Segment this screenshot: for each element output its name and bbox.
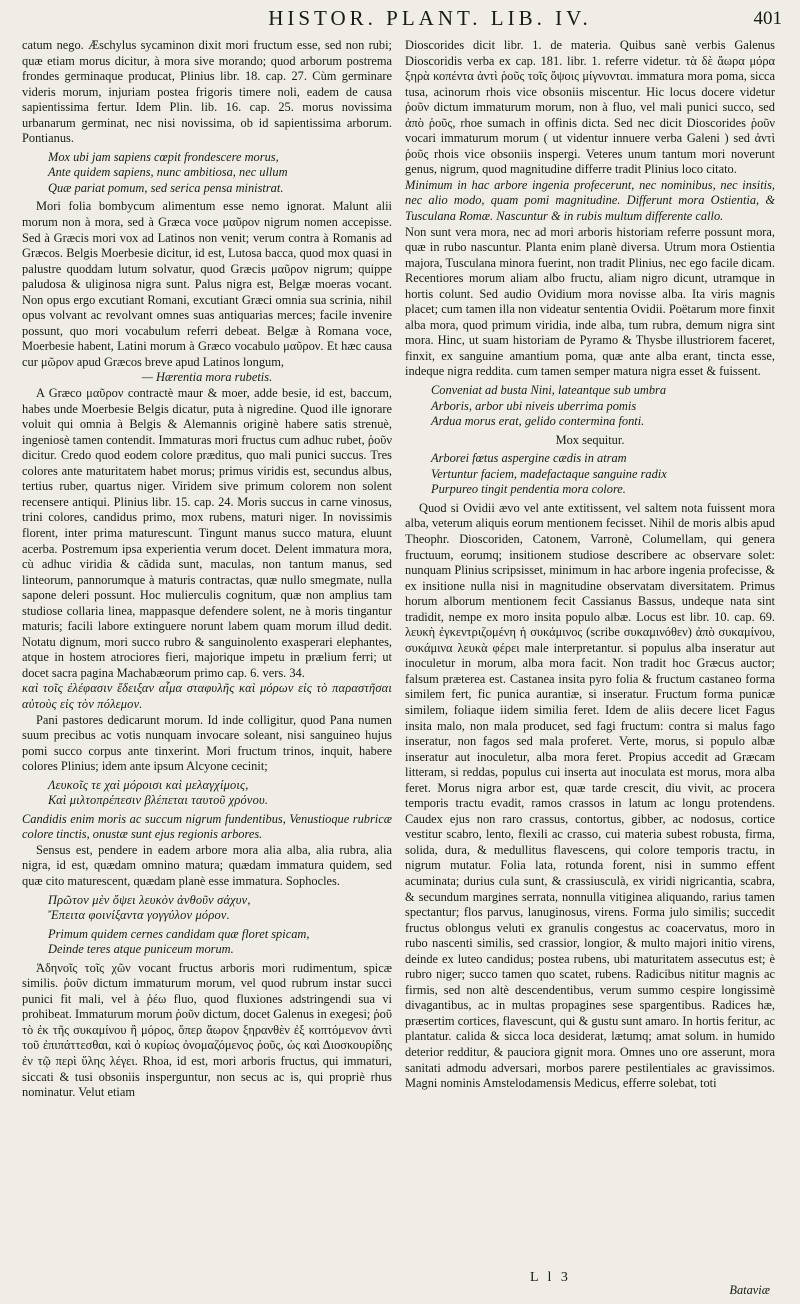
running-head: HISTOR. PLANT. LIB. IV. (268, 6, 592, 30)
paragraph: catum nego. Æschylus sycaminon dixit mori fructum esse, sed non rubi; quæ etiam morus dicitur, à mora sive morando; quod arborum postrema frondes germinaque producat, Plinius libr. 18. cap. 27. Cùm germinare videris morum, injuriam postea frigoris timere noli, eadem de causa sapientissima fertur. Idem Plin. lib. 16. cap. 25. morus novissima urbanarum germinat, nec nisi novissima, ob id sapientissima arborum. Pontianus. (22, 38, 392, 146)
paragraph: Sensus est, pendere in eadem arbore mora alia alba, alia rubra, alia nigra, id est, quædam omnino matura; quædam immatura quidem, sed quæ cito maturescent, quædam planè esse immatura. Sophocles. (22, 842, 392, 888)
verse-line: Πρῶτον μὲν ὄψει λευκὸν ἀνθοῦν σάχυν, (48, 892, 251, 907)
right-column (405, 38, 775, 1092)
signature-mark: L l 3 (530, 1270, 571, 1285)
verse-line: Mox ubi jam sapiens cœpit frondescere morus, (48, 149, 279, 164)
paragraph: Dioscorides dicit libr. 1. de materia. Quibus sanè verbis Galenus Dioscoridis verba ex cap. 181. libr. 1. referre videtur. τὰ δὲ ἄωρα μόρα ξηρὰ κοπέντα ἀντὶ ῥοῦς τοῖς ὄψοις μίγνυνται. immatura mora poma, sicca tusa, acinorum rhois vice obsoniis miscentur. Hic locus docere videtur ῥοῦν dictum immaturum morum, non à fluo, vel mali punici succo, sed ἀπὸ ῥοῦς, rhoe sumach in offinis dicta. Sed nec dicit Dioscorides ῥοῦν vocari immaturum morum ( ut videntur innuere verba Galeni ) sed ἀντὶ ῥοῦς rhois vice obsoniis inspergi. Veteres unum tantum mori noverunt genus, nigrum, quod magnitudine differre tradit Plinius loco citato. (405, 38, 775, 177)
paragraph: Non sunt vera mora, nec ad mori arboris historiam referre possunt mora, quæ in rubo nascuntur. Planta enim planè diversa. Utrum mora Ostientia majora, Tusculana minora fuerint, non tradit Plinius, nec ego facile dicam. Recentiores morum aliam albo fructu, aliam nigro dicunt, utramque in hortis colunt. Sed audio Ovidium mora novisse alba. Ita viris magnis placet; cum tamen illa non videatur sententia Ovidii. Poëtarum more finxit alba mora, quod primum viridia, inde alba, tum rubra, demum nigra sint mora. Hinc, ut suam historiam de Pyramo & Thysbe illustriorem faceret, finxit, ex sanguine amantium poma, quæ ante alba erant, tincta esse, indeque nigra reddita. cum tamen semper matura nigra esset & fuissent. (405, 224, 775, 379)
verse-line: Ante quidem sapiens, nunc ambitiosa, nec ullum (48, 165, 288, 180)
verse-line: Conveniat ad busta Nini, lateantque sub umbra (431, 383, 667, 398)
left-column (22, 38, 392, 1101)
paragraph: Quod si Ovidii ævo vel ante extitissent, vel saltem nota fuissent mora alba, veterum aliquis eorum mentionem fecisset. Nihil de moris albis apud Theophr. Dioscoriden, Catonem, Varronè, Columellam, qui genera fructuum, eorumq; insitionem studiose describere ac observare solet: nunquam Plinius scripsisset, minimum in hac arbore ingenia profecisse, & ex insitione nulla nisi in magnitudine observatam diversitatem. Primus horum alborum mentionem fecit Cassianus Bassus, undeque nata sint tradidit, nempe ex moro insita populo albæ. Locus est libr. 10. cap. 69. λευκὴ ἐγκεντριζομένη ἡ συκάμινος (scribe συκαμινόθεν) ἀπὸ συκαμίνου, συκάμινα λευκὰ φέρει male interpretantur. si populus alba inseratur aut inoculetur in morum, alba mora facit. Non tradit hoc Græcus auctor; falsum præterea est. Castanea insita pyro folia & fructum castaneo forma similem fert, fic punica aurantiæ, si inseratur. Fructum forma punicæ similem, foliaque iidem similia feret. Idem de aliis decere licet Fagus insita malo, non mala producet, sed fagi fructum: contra si malus fago inseratur, non fagos sed mala proferet. Verte, morus, si populo albæ inseratur aut inoculetur, alba mora feret. Propius accedit ad Græcam litteram, si reddas, populus cui inserta aut inoculata est morus, mora alba feret. Morus nigra arbor est, quæ tarde crescit, diu vivit, ac procera temporis tractu evadit, ramos crassos in latum ac longu protendens. Caudex ejus non raro crassus, contortus, gibber, ac nodosus, cortice vestitur scabro, lento, flexili ac crasso, cui materia subest robusta, firma, solida, dura, & medullitus flavescens, qui colore temporis tractu, in nigrum mutatur. Folia lata, rotunda forent, nisi in summo effent acuminata; durius cula sunt, & crassiusculà, ex viridi nigricantia, scabra, & secundum margines serrata, nonnulla vitiginea aliquando, rarius tamen spectantur; flos parvus, lanuginosus, virens. Forma julo similis; succedit fructus oblongus veluti ex granulis congestus ac coacervatus, moro in rubo nascenti similis, sed crassior, longior, & multo majori initio virens, deinde ex luteo candidus; postea rubens, ubi maturitatem assecutus est; è rubro niger; succo tamen quo scatet, rubens. Radicibus nititur magnis ac firmis, sed non altè descendentibus, verum summo cespire longissimè divagantibus, ac in multas propagines sese spargentibus. Radices hæ, præsertim cortices, flavescunt, qui & gustu sunt amaro. In hortis feritur, ac plantatur. calida & sicca loca desiderat, lætumq; amat solum. in humido deterior redditur, & pauciora gignit mora. Omnes uno ore asserunt, mora sanitati admodu adversari, morbos parere pestilentiales ac gravissimos. Magni nominis Amstelodamensis Medicus, efferre solebat, toti (405, 500, 775, 1091)
paragraph: A Græco μαῦρον contractè maur & moer, adde besie, id est, baccum, habes unde Moerbesie Belgis dicatur, puta à nigredine. Quod ille ignorare voluit qui omnia à Belgis & Alemannis originè habere satis strenuè, ingeniosè tamen contendit. Immaturas mori fructus cum adhuc rubet, ῥοῦν dicitur. Credo quod eodem colore præditus, quo mali punici succus. Tres colores ante maturitatem habet morus; primus viridis est, secundus albus, tertius ruber, quartus niger. Viridem sive primum colorem non solent recensere antiqui. Plinius libr. 15. cap. 24. Moris succus in carne vinosus, trini colores, candidus primo, mox rubens, maturi niger. In novissimis florent, inter prima maturescunt. Tingunt manus succo matura, eluunt acerba. Postremum ipsa experientia verum docet. Delent immatura mora, cù adhuc viridia & cădida sunt, maculas, non tantum manus, sed linteorum, pannorumque à maturis contractas, quæ nullo smegmate, nulla sapone deleri possunt. Hoc mulierculis cognitum, quæ non amplius tam studiose collaria linea, mappasque defendere solent, ne à moris tingantur maturis; facili labore extinguere norunt labem quam morum illud dedit. Notatu dignum, mori succo rubro & sanguinolento exasperari elephantes, atque in hostem atrociores fieri, majorique impetu in prælium ferri; ut docet sacra pagina Machabæorum primo cap. 6. vers. 34. (22, 386, 392, 680)
paragraph: Pani pastores dedicarunt morum. Id inde colligitur, quod Pana numen suum precibus ac votis nunquam invocare soleant, nisi sanguineo hujus pomi succo corpus ante tinxerint. Mori fructum trinos, inquit, habere colores Plinius; idem ante ipsum Alcyone cecinit; (22, 712, 392, 774)
catchword: Bataviæ (729, 1283, 770, 1297)
verse-line: Λευκοῖς τε χαὶ μόροισι καὶ μελαγχίμοις, (48, 777, 249, 792)
paragraph: Ἀδηνοῖς τοῖς χῶν vocant fructus arboris mori rudimentum, spicæ similis. ῥοῦν dictum immaturum morum, vel quod rubrum instar succi punici fit mali, vel à ῥέω fluo, quod fluxiones adstringendi sua vi prohibeat. Immaturum morum ῥοῦν dictum, docet Galenus in exegesi; ῥοῦ τὸ ἐκ τῆς συκαμίνου ἢ μόρος, ὅπερ ἄωρον ξηρανθὲν ἐξ κοπτόμενον ἀντὶ τοῦ ἐπιπάττεσθαι, καὶ ὁ κυρίως ὀνομαζόμενος ῥοῦς, ὡς καὶ Διοσκουρίδης ἐν τῷ περὶ ὕλης λέγει. Rhoa, id est, mori arboris fructus, qui immaturi, siccati & tusi obsoniis insperguntur, non secus ac is, qui propriè rhus nominatur. Velut etiam (22, 960, 392, 1100)
quotation: Minimum in hac arbore ingenia profecerunt, nec nominibus, nec insitis, nec alio modo, quam pomi magnitudine. Differunt mora Ostientia, & Tusculana Romæ. Nascuntur & in rubis multum differente callo. (405, 177, 775, 224)
verse-line: Καὶ μιλτοπρέπεσιν βλέπεται ταυτοῦ χρόνου. (48, 793, 269, 808)
verse-line: Ardua morus erat, gelido contermina fonti. (431, 414, 645, 429)
verse-line: Purpureo tingit pendentia mora colore. (431, 482, 626, 497)
verse-block (48, 927, 392, 958)
greek-verse (48, 778, 392, 809)
verse-line: Deinde teres atque puniceum morum. (48, 942, 234, 957)
page-number: 401 (753, 8, 782, 29)
verse-caption: Mox sequitur. (555, 432, 625, 447)
verse-block (431, 451, 775, 498)
greek-verse (48, 893, 392, 924)
paragraph: Mori folia bombycum alimentum esse nemo ignorat. Malunt alii morum non à mora, sed à Græca voce μαῦρον nigrum nomen accepisse. Sed à Græcis mori vox ad Latinos non venit; verum contra à Romanis ad Græcos. Belgis Moerbesie dicitur, id est, Lutosa bacca, quod mox quasi in palustre quoddam lutum solvatur, quod Græcis μαῦρον nigrum; quippe paludosa & uliginosa nigra sunt. Palus nigra est, Belgæ moeras vocant. Non opus ergo excutiant Romani, excutiant Græci omnia sua scrinia, nihil opus volvant ac revolvant omnes suas antiquarias merces; facile invenire possunt, quo mori vocabulum referri debeat. Belgæ à Romana voce, Moerbesie habent, Latini morum à Græco vocabulo μαῦρον. Et hæc causa cur μῶρον apud Græcos breve apud Latinos longum, (22, 199, 392, 369)
verse-line: Vertuntur faciem, madefactaque sanguine radix (431, 466, 667, 481)
verse-fragment: — Hærentia mora rubetis. (141, 370, 273, 385)
translation: Candidis enim moris ac succum nigrum fundentibus, Venustioque rubricæ colore tinctis, onustæ sunt ejus regionis arbores. (22, 811, 392, 842)
verse-block (431, 383, 775, 430)
verse-line: Primum quidem cernes candidam quæ floret spicam, (48, 926, 310, 941)
verse-line: Arborei fœtus aspergine cædis in atram (431, 451, 627, 466)
verse-line: Quæ pariat pomum, sed serica pensa ministrat. (48, 180, 284, 195)
verse-line: Ἔπειτα φοινίξαντα γογγύλον μόρον. (48, 908, 230, 923)
verse-block (48, 150, 392, 197)
verse-line: Arboris, arbor ubi niveis uberrima pomis (431, 398, 637, 413)
greek-quote: καὶ τοῖς ἐλέφασιν ἔδειξαν αἷμα σταφυλῆς καὶ μόρων εἰς τὸ παραστῆσαι αὐτοὺς εἰς τὸν πόλεμον. (22, 681, 392, 711)
